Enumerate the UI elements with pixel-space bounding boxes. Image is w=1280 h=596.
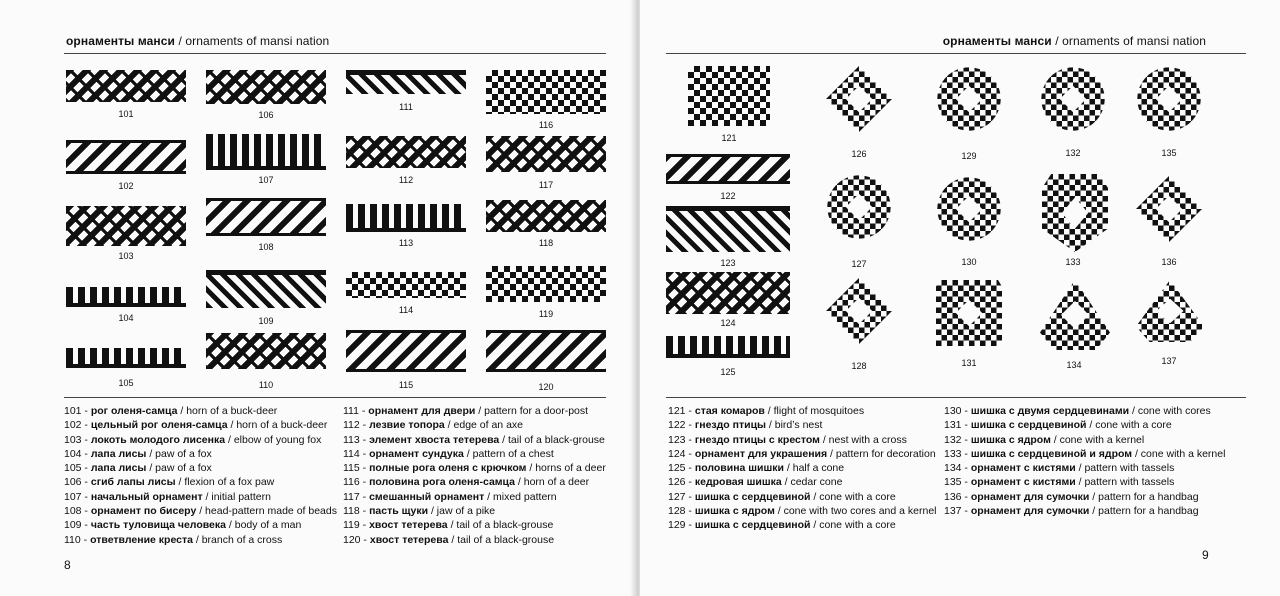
- ornament-133: [1042, 174, 1108, 252]
- header-rule: [666, 53, 1246, 54]
- captions-column-2: [944, 404, 1225, 518]
- header-title-ru: орнаменты манси: [942, 34, 1052, 48]
- ornament-122: [666, 154, 790, 184]
- captions-column-1: [668, 404, 937, 533]
- ornament-136: [1136, 176, 1202, 242]
- ornament-label: 117: [538, 180, 554, 190]
- ornament-105: [66, 348, 186, 368]
- ornament-label: 104: [118, 313, 134, 323]
- ornament-label: 114: [398, 305, 414, 315]
- ornament-label: 120: [538, 382, 554, 392]
- caption-row: 130 - шишка с двумя сердцевинами / cone with cores: [944, 405, 1211, 417]
- ornament-label: 109: [258, 316, 274, 326]
- caption-row: 108 - орнамент по бисеру / head-pattern made of beads: [64, 505, 337, 518]
- ornament-111: [346, 70, 466, 94]
- ornament-103: [66, 206, 186, 246]
- caption-row: 128 - шишка с ядром / cone with two cores and a kernel: [668, 505, 937, 518]
- ornament-label: 132: [1065, 148, 1081, 158]
- caption-row: 106 - сгиб лапы лисы / flexion of a fox paw: [64, 476, 275, 489]
- ornament-label: 129: [961, 151, 977, 161]
- ornament-label: 106: [258, 110, 274, 120]
- header-separator: /: [1051, 34, 1063, 48]
- ornament-label: 131: [961, 358, 977, 368]
- caption-row: 132 - шишка с ядром / cone with a kernel: [944, 433, 1145, 446]
- caption-row: 131 - шишка с сердцевиной / cone with a core: [944, 419, 1172, 432]
- left-page: [0, 0, 634, 596]
- ornament-label: 105: [118, 378, 134, 388]
- ornament-108: [206, 198, 326, 236]
- ornament-label: 103: [118, 251, 134, 261]
- caption-row: 120 - хвост тетерева / tail of a black-grouse: [343, 533, 555, 546]
- caption-row: 119 - хвост тетерева / tail of a black-grouse: [343, 519, 554, 532]
- ornament-label: 125: [720, 367, 736, 377]
- ornament-137: [1136, 280, 1204, 342]
- ornament-label: 133: [1065, 257, 1081, 267]
- header-rule: [64, 53, 606, 54]
- ornament-label: 123: [720, 258, 736, 268]
- ornament-112: [346, 136, 466, 168]
- ornament-label: 126: [851, 149, 867, 159]
- ornament-label: 134: [1066, 360, 1082, 370]
- captions-rule: [64, 397, 606, 398]
- ornament-label: 130: [961, 257, 977, 267]
- ornament-109: [206, 270, 326, 308]
- caption-row: 136 - орнамент для сумочки / pattern for a handbag: [944, 490, 1199, 503]
- ornament-125: [666, 336, 790, 358]
- ornament-116: [486, 70, 606, 114]
- caption-row: 118 - пасть щуки / jaw of a pike: [343, 505, 496, 518]
- page-number: 8: [64, 558, 71, 572]
- caption-row: 125 - половина шишки / half a cone: [668, 462, 845, 475]
- caption-row: 126 - кедровая шишка / cedar cone: [668, 476, 843, 489]
- right-page-header: [943, 34, 1206, 48]
- ornament-label: 121: [721, 133, 737, 143]
- ornament-label: 128: [851, 361, 867, 371]
- ornament-132: [1040, 66, 1106, 132]
- captions-rule: [666, 397, 1246, 398]
- caption-row: 112 - лезвие топора / edge of an axe: [343, 419, 523, 432]
- ornament-label: 137: [1161, 356, 1177, 366]
- ornament-127: [826, 174, 892, 240]
- ornament-121: [688, 66, 770, 126]
- ornament-label: 118: [538, 238, 554, 248]
- ornament-label: 101: [118, 109, 134, 119]
- caption-row: 129 - шишка с сердцевиной / cone with a core: [668, 519, 896, 532]
- ornament-124: [666, 272, 790, 314]
- ornament-118: [486, 200, 606, 232]
- ornament-123: [666, 206, 790, 252]
- caption-row: 115 - полные рога оленя с крючком / horns of a deer: [343, 462, 606, 475]
- ornament-label: 122: [720, 191, 736, 201]
- ornament-label: 135: [1161, 148, 1177, 158]
- ornament-label: 108: [258, 242, 274, 252]
- captions-column-1: [64, 404, 337, 547]
- caption-row: 137 - орнамент для сумочки / pattern for a handbag: [944, 505, 1199, 518]
- ornament-134: [1040, 280, 1110, 350]
- ornament-104: [66, 287, 186, 307]
- ornament-label: 102: [118, 181, 134, 191]
- ornament-113: [346, 204, 466, 232]
- ornament-102: [66, 140, 186, 174]
- caption-row: 107 - начальный орнамент / initial pattern: [64, 490, 271, 503]
- caption-row: 104 - лапа лисы / paw of a fox: [64, 447, 212, 460]
- ornament-107: [206, 134, 326, 170]
- caption-row: 121 - стая комаров / flight of mosquitoes: [668, 405, 865, 417]
- ornament-label: 111: [399, 102, 413, 112]
- header-title-ru: орнаменты манси: [66, 34, 176, 48]
- ornament-label: 107: [258, 175, 274, 185]
- ornament-label: 112: [398, 175, 414, 185]
- ornament-129: [936, 66, 1002, 132]
- caption-row: 110 - ответвление креста / branch of a cross: [64, 533, 283, 546]
- ornament-126: [826, 66, 892, 132]
- caption-row: 103 - локоть молодого лисенка / elbow of young fox: [64, 433, 322, 446]
- ornament-label: 124: [720, 318, 736, 328]
- header-separator: /: [175, 34, 186, 48]
- ornament-128: [826, 278, 892, 344]
- caption-row: 105 - лапа лисы / paw of a fox: [64, 462, 212, 475]
- caption-row: 114 - орнамент сундука / pattern of a chest: [343, 447, 554, 460]
- caption-row: 122 - гнездо птицы / bird’s nest: [668, 419, 823, 432]
- ornament-106: [206, 70, 326, 104]
- caption-row: 134 - орнамент с кистями / pattern with tassels: [944, 462, 1175, 475]
- ornament-119: [486, 266, 606, 302]
- ornament-label: 127: [851, 259, 867, 269]
- ornament-101: [66, 70, 186, 102]
- ornament-114: [346, 272, 466, 298]
- ornament-label: 136: [1161, 257, 1177, 267]
- ornament-label: 116: [538, 120, 554, 130]
- left-page-header: [66, 34, 329, 48]
- ornament-131: [936, 280, 1002, 346]
- right-page: [640, 0, 1280, 596]
- header-title-en: ornaments of mansi nation: [1062, 34, 1206, 48]
- header-title-en: ornaments of mansi nation: [185, 34, 330, 48]
- ornament-130: [936, 176, 1002, 242]
- ornament-label: 119: [538, 309, 554, 319]
- caption-row: 124 - орнамент для украшения / pattern for decoration: [668, 447, 936, 460]
- caption-row: 123 - гнездо птицы с крестом / nest with a cross: [668, 433, 907, 446]
- ornament-135: [1136, 66, 1202, 132]
- caption-row: 127 - шишка с сердцевиной / cone with a core: [668, 490, 896, 503]
- ornament-label: 115: [398, 380, 414, 390]
- ornament-label: 110: [258, 380, 274, 390]
- caption-row: 111 - орнамент для двери / pattern for a door-post: [343, 405, 589, 417]
- caption-row: 135 - орнамент с кистями / pattern with tassels: [944, 476, 1175, 489]
- caption-row: 109 - часть туловища человека / body of a man: [64, 519, 302, 532]
- caption-row: 113 - элемент хвоста тетерева / tail of a black-grouse: [343, 433, 605, 446]
- page-number: 9: [1202, 548, 1209, 562]
- caption-row: 133 - шишка с сердцевиной и ядром / cone with a kernel: [944, 447, 1226, 460]
- caption-row: 102 - цельный рог оленя-самца / horn of a buck-deer: [64, 419, 328, 432]
- ornament-115: [346, 330, 466, 372]
- ornament-120: [486, 330, 606, 372]
- caption-row: 116 - половина рога оленя-самца / horn of a deer: [343, 476, 590, 489]
- ornament-117: [486, 136, 606, 172]
- ornament-label: 113: [398, 238, 414, 248]
- captions-column-2: [343, 404, 606, 547]
- caption-row: 117 - смешанный орнамент / mixed pattern: [343, 490, 557, 503]
- caption-row: 101 - рог оленя-самца / horn of a buck-deer: [64, 405, 278, 417]
- ornament-110: [206, 333, 326, 369]
